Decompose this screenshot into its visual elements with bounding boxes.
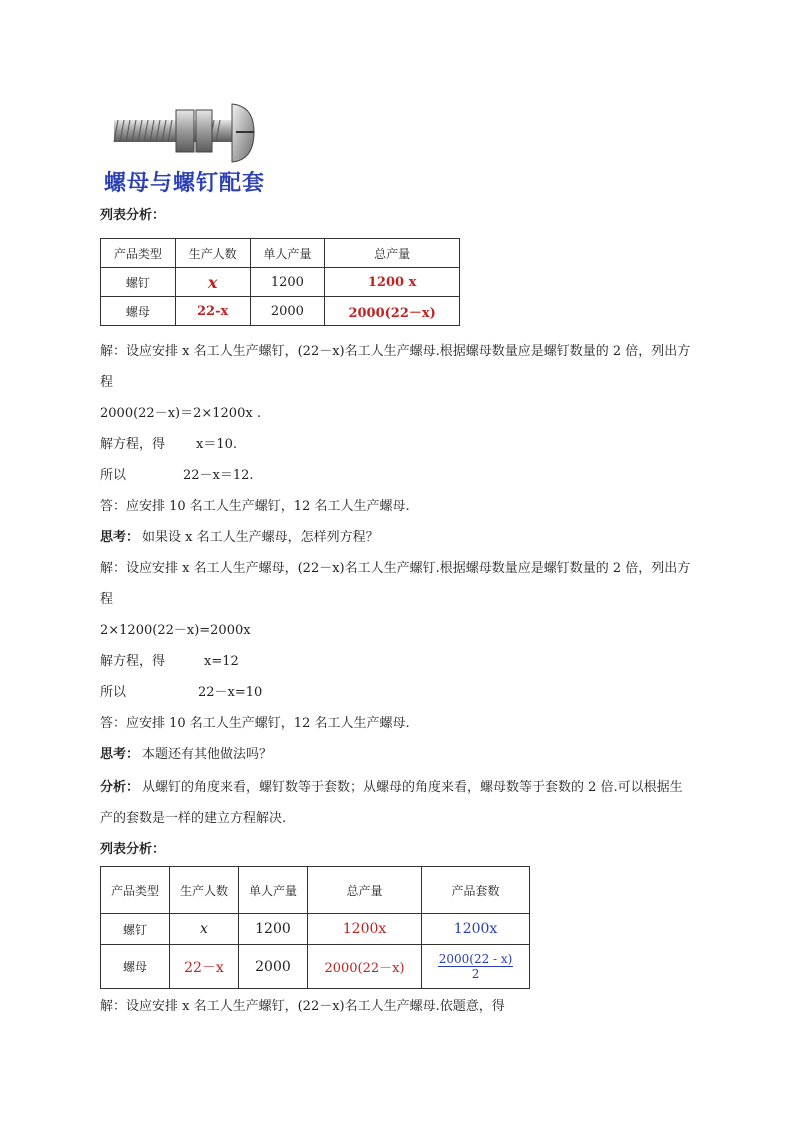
table-header: 产品类型: [101, 867, 170, 914]
paragraph: 所以: [100, 468, 127, 483]
table-cell: 2000: [250, 297, 325, 326]
table-cell: x: [169, 914, 238, 945]
table-cell: 螺母: [101, 297, 176, 326]
think-label: 思考：: [100, 747, 140, 762]
table-cell: 螺钉: [101, 914, 170, 945]
table-cell: 2000: [238, 945, 307, 989]
think-label: 思考：: [100, 530, 140, 545]
paragraph: 本题还有其他做法吗？: [142, 747, 273, 762]
fraction-numerator: 2000(22 - x): [438, 952, 513, 966]
fraction-denominator: 2: [471, 967, 480, 981]
table-header: 单人产量: [238, 867, 307, 914]
equation: x=12: [204, 654, 239, 669]
analysis-label: 分析：: [100, 780, 140, 795]
paragraph: 解方程，得: [100, 437, 166, 452]
equation: 2×1200(22－x)=2000x: [100, 623, 251, 638]
paragraph: 程: [100, 592, 114, 607]
table-analysis-2: [100, 866, 530, 989]
table-header: 单人产量: [250, 239, 325, 268]
equation: x＝10.: [196, 437, 238, 452]
table-cell-fraction: [422, 945, 530, 989]
figure-title: 螺母与螺钉配套: [104, 171, 266, 196]
table-cell: 1200: [238, 914, 307, 945]
table-header: 总产量: [307, 867, 421, 914]
table-analysis-1: [100, 238, 460, 326]
paragraph: 解：设应安排 x 名工人生产螺钉，(22－x)名工人生产螺母.依题意，得: [100, 999, 505, 1014]
table-header: 总产量: [325, 239, 460, 268]
equation: 22－x=10: [198, 685, 263, 700]
table-row: [101, 297, 460, 326]
equation: 2000(22－x)＝2×1200x .: [100, 406, 261, 421]
table-header: 生产人数: [169, 867, 238, 914]
section-heading: 列表分析：: [100, 842, 166, 857]
paragraph: 产的套数是一样的建立方程解决.: [100, 811, 287, 826]
table-cell: 螺母: [101, 945, 170, 989]
table-header: 生产人数: [175, 239, 250, 268]
paragraph: 如果设 x 名工人生产螺母，怎样列方程？: [142, 530, 379, 545]
table-cell: 2000(22－x): [325, 297, 460, 326]
equation: 22－x＝12.: [183, 468, 254, 483]
table-cell: 22-x: [175, 297, 250, 326]
table-cell: x: [175, 268, 250, 297]
table-cell: 1200: [250, 268, 325, 297]
fraction: [438, 952, 514, 981]
paragraph: 从螺钉的角度来看，螺钉数等于套数；从螺母的角度来看，螺母数等于套数的 2 倍.可以根据生: [142, 780, 683, 795]
table-row: [101, 268, 460, 297]
paragraph: 解方程，得: [100, 654, 166, 669]
table-header: 产品套数: [422, 867, 530, 914]
table-cell: 2000(22－x): [307, 945, 421, 989]
paragraph: 程: [100, 375, 114, 390]
table-row: [101, 945, 530, 989]
table-cell: 1200x: [422, 914, 530, 945]
paragraph: 解：设应安排 x 名工人生产螺钉，(22－x)名工人生产螺母.根据螺母数量应是螺钉数量的 2 倍，列出方: [100, 344, 691, 359]
section-heading: 列表分析：: [100, 208, 166, 223]
answer: 答：应安排 10 名工人生产螺钉，12 名工人生产螺母.: [100, 499, 410, 514]
paragraph: 解：设应安排 x 名工人生产螺母，(22－x)名工人生产螺钉.根据螺母数量应是螺钉数量的 2 倍，列出方: [100, 561, 691, 576]
table-cell: 螺钉: [101, 268, 176, 297]
table-cell: 1200 x: [325, 268, 460, 297]
table-cell: 22－x: [169, 945, 238, 989]
answer: 答：应安排 10 名工人生产螺钉，12 名工人生产螺母.: [100, 716, 410, 731]
paragraph: 所以: [100, 685, 127, 700]
bolt-nut-illustration: [108, 100, 258, 168]
table-cell: 1200x: [307, 914, 421, 945]
table-row: [101, 914, 530, 945]
table-header: 产品类型: [101, 239, 176, 268]
